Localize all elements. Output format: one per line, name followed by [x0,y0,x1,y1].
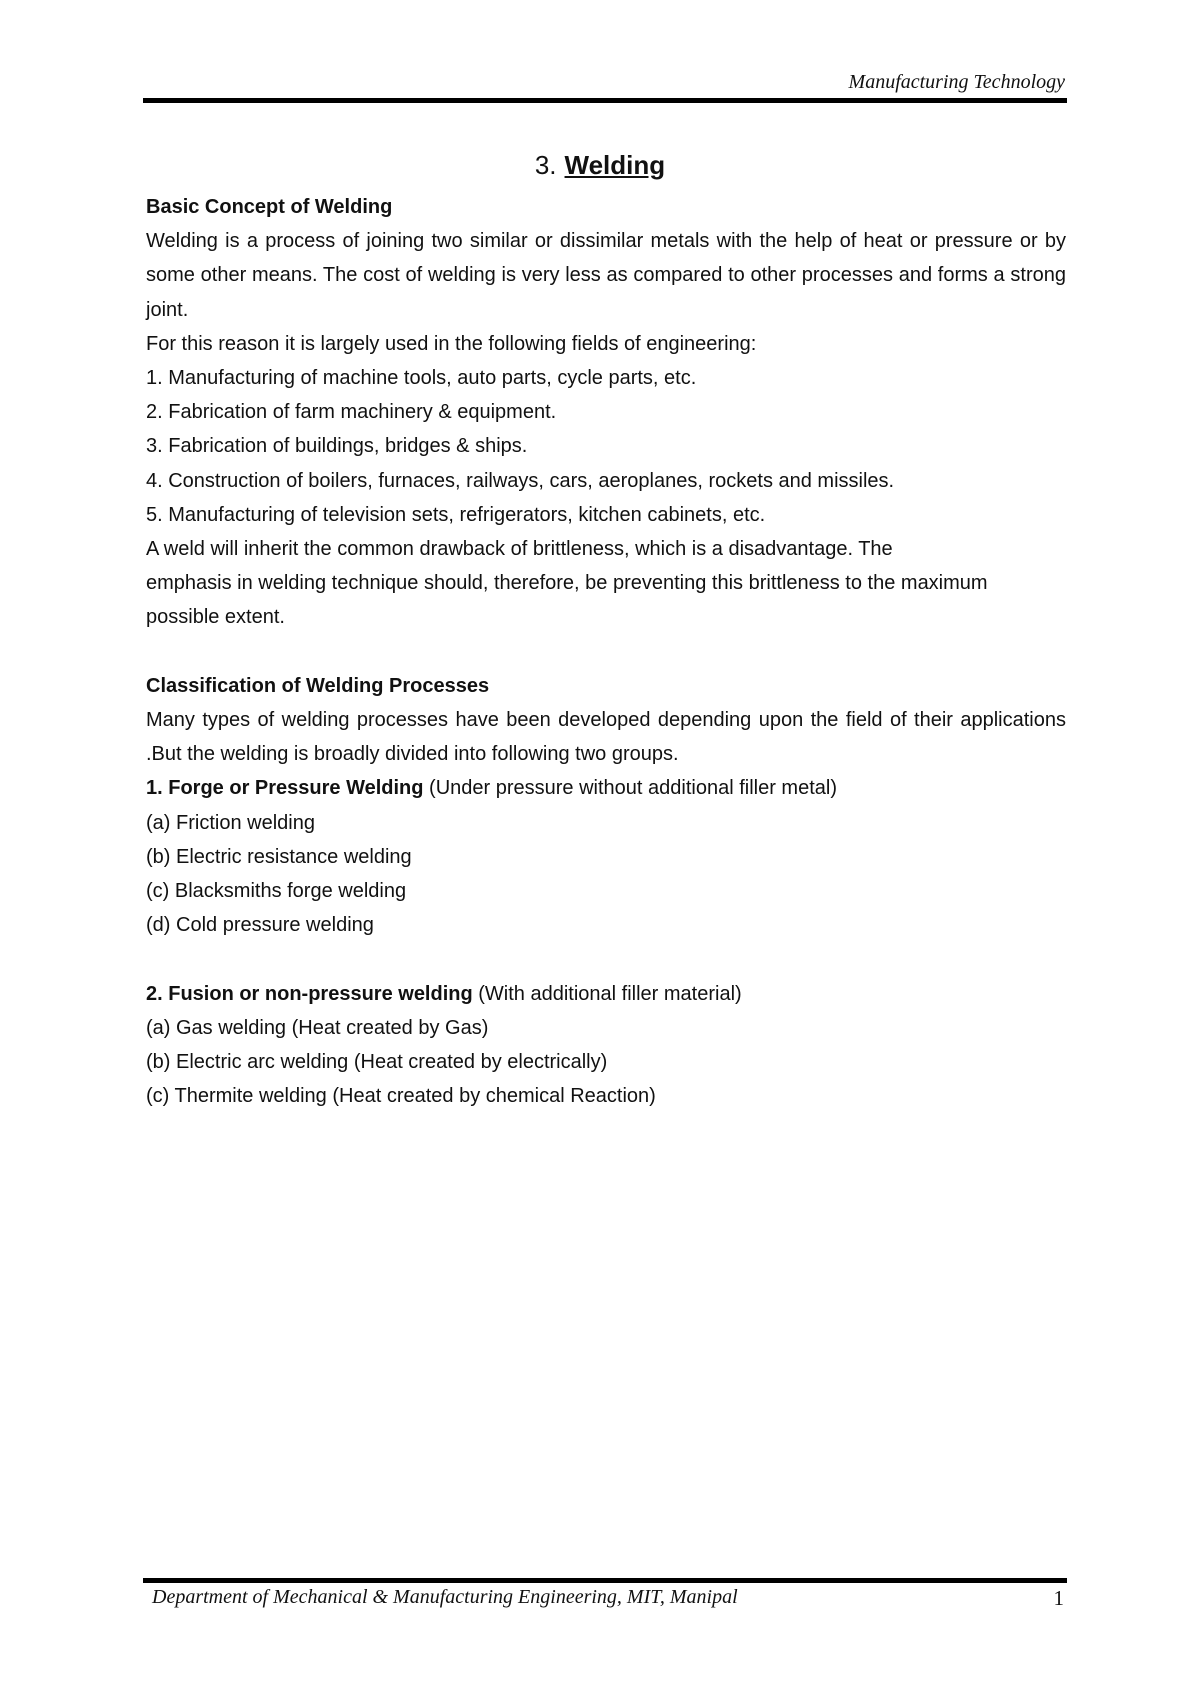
list-item: (d) Cold pressure welding [146,914,374,937]
group-note: (With additional filler material) [472,982,742,1005]
list-item: (b) Electric arc welding (Heat created by electrically) [146,1051,608,1074]
group-heading [146,771,1066,805]
list-item: 4. Construction of boilers, furnaces, railways, cars, aeroplanes, rockets and missiles. [146,469,895,492]
group-title: 1. Forge or Pressure Welding [146,777,424,800]
spacer [146,942,1066,976]
section-heading-classification: Classification of Welding Processes [146,674,490,697]
chapter-title: Welding [564,150,666,180]
group-heading [146,977,1066,1011]
list-item: (a) Gas welding (Heat created by Gas) [146,1016,489,1039]
page-number: 1 [1053,1586,1064,1610]
drawback-line: A weld will inherit the common drawback of brittleness, which is a disadvantage. The [146,538,893,561]
spacer [146,635,1066,669]
chapter-number: 3. [534,150,557,180]
footer-department: Department of Mechanical & Manufacturing Engineering, MIT, Manipal [152,1586,738,1608]
fields-intro: For this reason it is largely used in the following fields of engineering: [146,332,757,355]
drawback-line: possible extent. [146,606,285,629]
list-item: (c) Blacksmiths forge welding [146,880,407,903]
group-title: 2. Fusion or non-pressure welding [146,982,473,1005]
list-item: (c) Thermite welding (Heat created by chemical Reaction) [146,1085,656,1108]
header-rule [143,98,1067,103]
document-body [146,190,1066,1113]
running-header-title: Manufacturing Technology [848,71,1065,93]
group-note: (Under pressure without additional filler metal) [423,777,837,800]
list-item: (a) Friction welding [146,811,315,834]
list-item: 3. Fabrication of buildings, bridges & ships. [146,435,528,458]
classification-paragraph: Many types of welding processes have been developed depending upon the field of their applications .But the welding is broadly divided into following two groups. [146,709,1066,766]
section-heading-basic: Basic Concept of Welding [146,196,393,218]
list-item: 5. Manufacturing of television sets, refrigerators, kitchen cabinets, etc. [146,503,766,526]
list-item: 1. Manufacturing of machine tools, auto parts, cycle parts, etc. [146,367,697,390]
list-item: 2. Fabrication of farm machinery & equipment. [146,401,557,424]
footer-rule [143,1578,1067,1583]
list-item: (b) Electric resistance welding [146,845,412,868]
drawback-line: emphasis in welding technique should, therefore, be preventing this brittleness to the maximum [146,572,988,595]
basic-paragraph: Welding is a process of joining two similar or dissimilar metals with the help of heat or pressure or by some other means. The cost of welding is very less as compared to other processes and forms a strong joint. [146,230,1066,321]
chapter-heading [0,150,1200,181]
